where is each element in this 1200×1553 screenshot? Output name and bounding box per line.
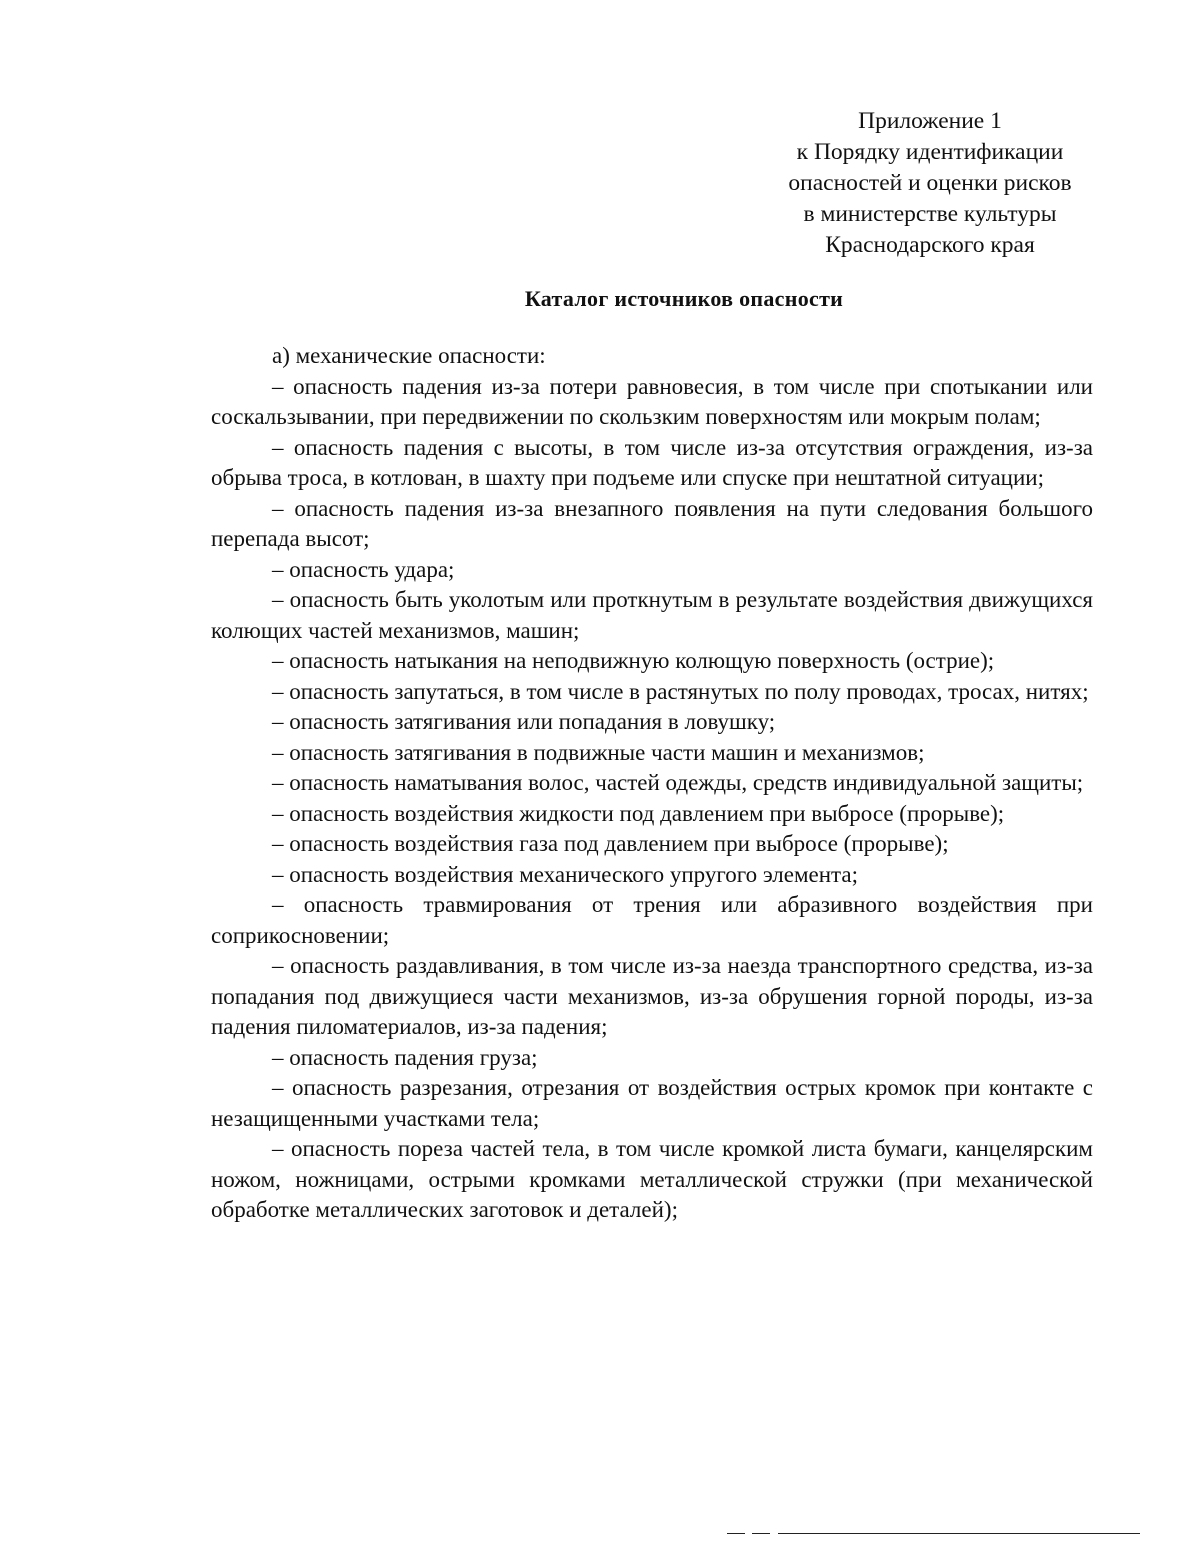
list-item: – опасность запутаться, в том числе в растянутых по полу проводах, тросах, нитях; <box>272 678 1089 704</box>
footer-rule-segment <box>752 1533 770 1534</box>
list-item: – опасность воздействия газа под давлением при выбросе (прорыве); <box>272 831 949 856</box>
list-item: – опасность пореза частей тела, в том числе кромкой листа бумаги, канцелярским ножом, ножницами, острыми кромками металлической стружки (при механической обработке металлических заготовок и деталей); <box>211 1136 1093 1222</box>
list-item: – опасность падения груза; <box>272 1044 538 1070</box>
list-item: – опасность воздействия механического упругого элемента; <box>272 861 858 887</box>
list-item: – опасность наматывания волос, частей одежды, средств индивидуальной защиты; <box>272 770 1084 795</box>
list-item: – опасность раздавливания, в том числе из-за наезда транспортного средства, из-за попадания под движущиеся части механизмов, из-за обрушения горной породы, из-за падения пиломатериалов, из-за падения; <box>211 953 1093 1039</box>
list-item: – опасность затягивания или попадания в ловушку; <box>272 709 776 734</box>
appendix-line: Краснодарского края <box>825 232 1035 258</box>
appendix-line: Приложение 1 <box>858 108 1002 134</box>
list-item: – опасность падения из-за потери равновесия, в том числе при спотыкании или соскальзывании, при передвижении по скользким поверхностям или мокрым полам; <box>211 373 1093 429</box>
list-item: – опасность затягивания в подвижные части машин и механизмов; <box>272 739 925 765</box>
list-item: – опасность воздействия жидкости под давлением при выбросе (прорыве); <box>272 800 1005 826</box>
list-item: – опасность разрезания, отрезания от воздействия острых кромок при контакте с незащищенными участками тела; <box>211 1075 1093 1131</box>
list-item: – опасность падения из-за внезапного появления на пути следования большого перепада высот; <box>211 495 1093 551</box>
footer-rule <box>778 1533 1140 1534</box>
list-item: – опасность натыкания на неподвижную колющую поверхность (острие); <box>272 648 995 673</box>
footer-rule-segment <box>727 1533 745 1534</box>
section-heading: а) механические опасности: <box>272 343 546 368</box>
appendix-line: в министерстве культуры <box>803 201 1057 227</box>
document-title: Каталог источников опасности <box>524 286 844 311</box>
appendix-line: к Порядку идентификации <box>796 139 1064 165</box>
list-item: – опасность травмирования от трения или абразивного воздействия при соприкосновении; <box>211 892 1093 948</box>
list-item: – опасность падения с высоты, в том числе из-за отсутствия ограждения, из-за обрыва троса, в котлован, в шахту при подъеме или спуске при нештатной ситуации; <box>211 434 1093 490</box>
document-body <box>211 341 1093 1226</box>
list-item: – опасность удара; <box>272 556 455 582</box>
list-item: – опасность быть уколотым или проткнутым в результате воздействия движущихся колющих частей механизмов, машин; <box>211 587 1093 643</box>
appendix-header <box>760 106 1100 261</box>
appendix-line: опасностей и оценки рисков <box>788 170 1072 196</box>
